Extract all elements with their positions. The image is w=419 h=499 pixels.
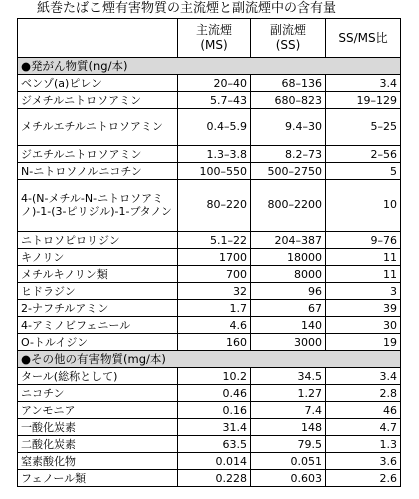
ratio-value-cell: 4.7 <box>326 419 401 436</box>
table-row <box>18 146 401 163</box>
ratio-value-cell: 2.6 <box>326 470 401 487</box>
sidestream-value-cell: 9.4–30 <box>251 109 326 146</box>
header-mainstream-label: 主流煙 <box>195 23 232 37</box>
ratio-value-cell: 19 <box>326 334 401 351</box>
substance-name-cell: フェノール類 <box>18 470 178 487</box>
header-mainstream-abbr: (MS) <box>200 38 228 52</box>
table-row <box>18 453 401 470</box>
sidestream-value-cell: 18000 <box>251 249 326 266</box>
mainstream-value-cell: 0.46 <box>178 385 251 402</box>
table-row <box>18 419 401 436</box>
mainstream-value-cell: 700 <box>178 266 251 283</box>
mainstream-value-cell: 0.228 <box>178 470 251 487</box>
table-row <box>18 75 401 92</box>
mainstream-value-cell: 63.5 <box>178 436 251 453</box>
table-row <box>18 109 401 146</box>
mainstream-value-cell: 100–550 <box>178 163 251 180</box>
sidestream-value-cell: 7.4 <box>251 402 326 419</box>
table-row <box>18 436 401 453</box>
table-row <box>18 249 401 266</box>
table-row <box>18 266 401 283</box>
substance-name-cell: アンモニア <box>18 402 178 419</box>
mainstream-value-cell: 20–40 <box>178 75 251 92</box>
sidestream-value-cell: 34.5 <box>251 368 326 385</box>
substance-name-cell: メチルキノリン類 <box>18 266 178 283</box>
substance-name-cell: メチルエチルニトロソアミン <box>18 109 178 146</box>
sidestream-value-cell: 204–387 <box>251 232 326 249</box>
header-sidestream-abbr: (SS) <box>275 38 301 52</box>
sidestream-value-cell: 79.5 <box>251 436 326 453</box>
substance-name-cell: ニトロソピロリジン <box>18 232 178 249</box>
ratio-value-cell: 3 <box>326 283 401 300</box>
sidestream-value-cell: 8000 <box>251 266 326 283</box>
mainstream-value-cell: 10.2 <box>178 368 251 385</box>
ratio-value-cell: 9–76 <box>326 232 401 249</box>
table-row <box>18 334 401 351</box>
table-row <box>18 163 401 180</box>
ratio-value-cell: 2–56 <box>326 146 401 163</box>
mainstream-value-cell: 1.7 <box>178 300 251 317</box>
ratio-value-cell: 3.4 <box>326 368 401 385</box>
table-row <box>18 180 401 232</box>
sidestream-value-cell: 800–2200 <box>251 180 326 232</box>
ratio-value-cell: 30 <box>326 317 401 334</box>
substance-name-cell: 4-(N-メチル-N-ニトロソアミノ)-1-(3-ピリジル)-1-ブタノン <box>18 180 178 232</box>
mainstream-value-cell: 5.1–22 <box>178 232 251 249</box>
table-row <box>18 232 401 249</box>
substance-name-cell: ジエチルニトロソアミン <box>18 146 178 163</box>
ratio-value-cell: 1.3 <box>326 436 401 453</box>
table-title: 紙巻たばこ煙有害物質の主流煙と副流煙中の含有量 <box>37 1 337 16</box>
section-heading-row <box>18 58 401 75</box>
sidestream-value-cell: 68–136 <box>251 75 326 92</box>
header-mainstream <box>178 19 251 58</box>
mainstream-value-cell: 1700 <box>178 249 251 266</box>
sidestream-value-cell: 67 <box>251 300 326 317</box>
header-sidestream <box>251 19 326 58</box>
ratio-value-cell: 3.6 <box>326 453 401 470</box>
ratio-value-cell: 19–129 <box>326 92 401 109</box>
mainstream-value-cell: 31.4 <box>178 419 251 436</box>
sidestream-value-cell: 500–2750 <box>251 163 326 180</box>
sidestream-value-cell: 96 <box>251 283 326 300</box>
substance-name-cell: O-トルイジン <box>18 334 178 351</box>
mainstream-value-cell: 32 <box>178 283 251 300</box>
mainstream-value-cell: 0.4–5.9 <box>178 109 251 146</box>
substance-name-cell: 一酸化炭素 <box>18 419 178 436</box>
table-row <box>18 402 401 419</box>
ratio-value-cell: 39 <box>326 300 401 317</box>
table-row <box>18 300 401 317</box>
ratio-value-cell: 5 <box>326 163 401 180</box>
substance-name-cell: 窒素酸化物 <box>18 453 178 470</box>
mainstream-value-cell: 0.16 <box>178 402 251 419</box>
sidestream-value-cell: 1.27 <box>251 385 326 402</box>
section-heading-row <box>18 351 401 368</box>
substance-name-cell: N-ニトロソノルニコチン <box>18 163 178 180</box>
substance-name-cell: ベンゾ(a)ピレン <box>18 75 178 92</box>
ratio-value-cell: 3.4 <box>326 75 401 92</box>
sidestream-value-cell: 3000 <box>251 334 326 351</box>
ratio-value-cell: 11 <box>326 249 401 266</box>
ratio-value-cell: 2.8 <box>326 385 401 402</box>
mainstream-value-cell: 5.7–43 <box>178 92 251 109</box>
sidestream-value-cell: 8.2–73 <box>251 146 326 163</box>
substance-name-cell: タール(総称として) <box>18 368 178 385</box>
substance-name-cell: 4-アミノビフェニール <box>18 317 178 334</box>
table-row <box>18 470 401 487</box>
ratio-value-cell: 5–25 <box>326 109 401 146</box>
table-row <box>18 283 401 300</box>
substances-table <box>17 18 401 487</box>
header-sidestream-label: 副流煙 <box>269 23 306 37</box>
sidestream-value-cell: 148 <box>251 419 326 436</box>
substance-name-cell: ヒドラジン <box>18 283 178 300</box>
substance-name-cell: 二酸化炭素 <box>18 436 178 453</box>
sidestream-value-cell: 680–823 <box>251 92 326 109</box>
mainstream-value-cell: 0.014 <box>178 453 251 470</box>
header-ratio: SS/MS比 <box>326 19 401 58</box>
section-heading: ●発がん物質(ng/本) <box>18 58 401 75</box>
mainstream-value-cell: 160 <box>178 334 251 351</box>
substance-name-cell: キノリン <box>18 249 178 266</box>
section-heading: ●その他の有害物質(mg/本) <box>18 351 401 368</box>
mainstream-value-cell: 4.6 <box>178 317 251 334</box>
mainstream-value-cell: 1.3–3.8 <box>178 146 251 163</box>
substance-name-cell: ニコチン <box>18 385 178 402</box>
ratio-value-cell: 11 <box>326 266 401 283</box>
ratio-value-cell: 46 <box>326 402 401 419</box>
header-substance <box>18 19 178 58</box>
substance-name-cell: ジメチルニトロソアミン <box>18 92 178 109</box>
mainstream-value-cell: 80–220 <box>178 180 251 232</box>
table-row <box>18 385 401 402</box>
table-row <box>18 92 401 109</box>
substance-name-cell: 2-ナフチルアミン <box>18 300 178 317</box>
sidestream-value-cell: 0.603 <box>251 470 326 487</box>
header-row <box>18 19 401 58</box>
sidestream-value-cell: 140 <box>251 317 326 334</box>
table-row <box>18 368 401 385</box>
table-row <box>18 317 401 334</box>
ratio-value-cell: 10 <box>326 180 401 232</box>
sidestream-value-cell: 0.051 <box>251 453 326 470</box>
table-body <box>18 19 401 487</box>
